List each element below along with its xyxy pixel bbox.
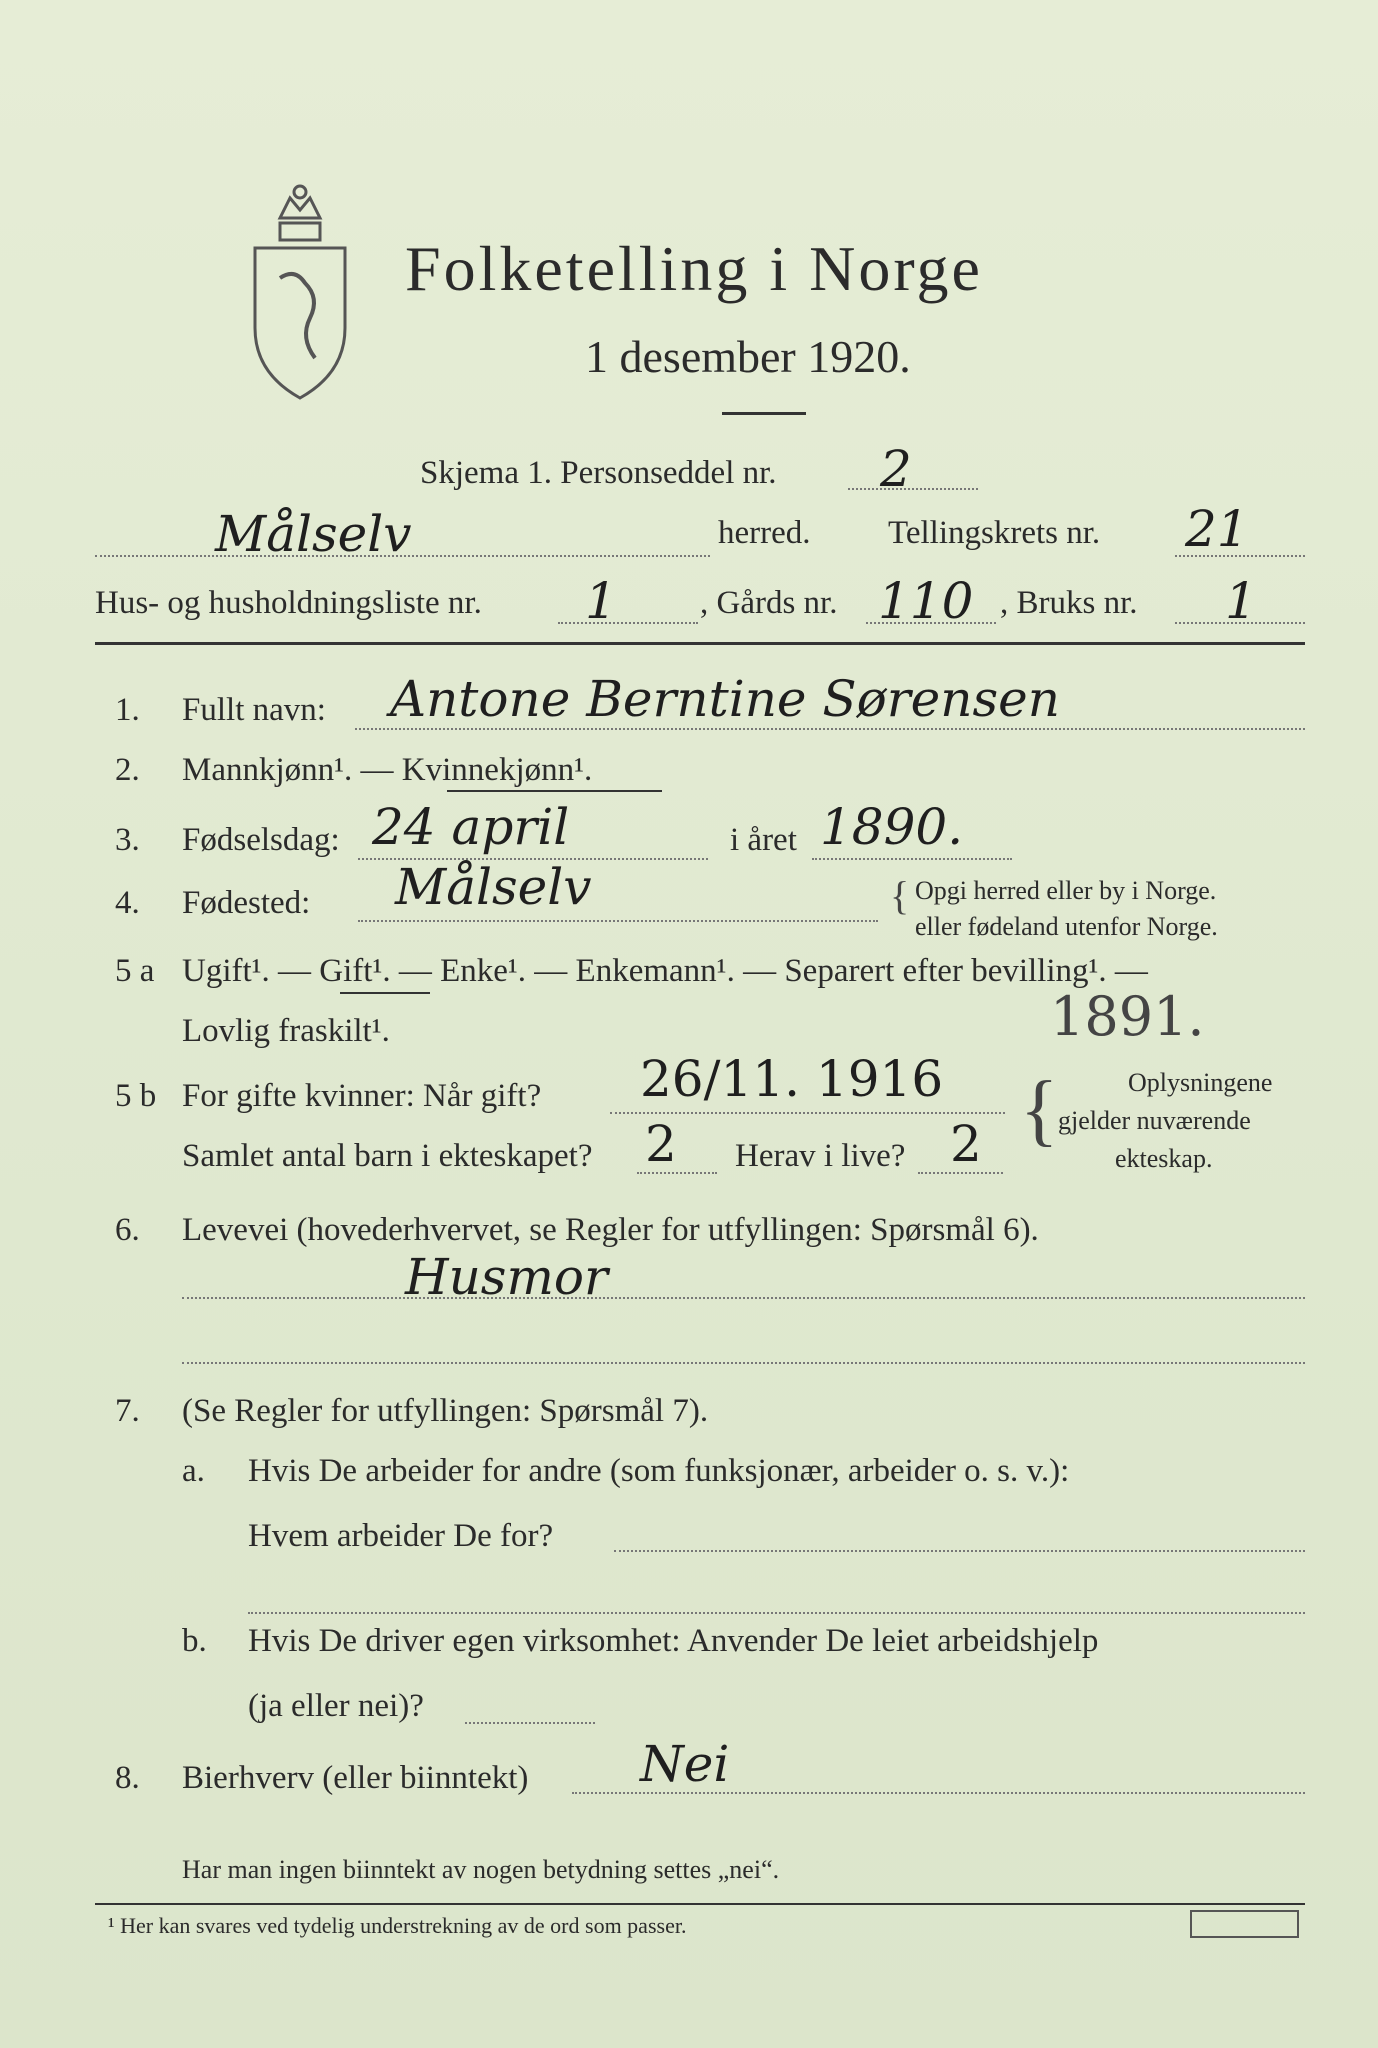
hus-value: 1 bbox=[585, 572, 617, 630]
q2-label: Mannkjønn¹. — Kvinnekjønn¹. bbox=[182, 752, 593, 788]
dotted-line bbox=[610, 1112, 1005, 1114]
dotted-line bbox=[182, 1297, 1305, 1299]
q1-number: 1. bbox=[115, 692, 140, 728]
q5a-label-2: Lovlig fraskilt¹. bbox=[182, 1013, 390, 1049]
dotted-line bbox=[355, 728, 1305, 730]
q3-number: 3. bbox=[115, 822, 140, 858]
children-value: 2 bbox=[645, 1115, 677, 1173]
birthday-value: 24 april bbox=[372, 798, 570, 856]
q8-label: Bierhverv (eller biinntekt) bbox=[182, 1760, 529, 1796]
occupation-value: Husmor bbox=[405, 1248, 608, 1306]
side-income-value: Nei bbox=[640, 1735, 730, 1793]
children-label: Samlet antal barn i ekteskapet? bbox=[182, 1138, 593, 1174]
footer-rule bbox=[95, 1903, 1305, 1905]
q7-number: 7. bbox=[115, 1393, 140, 1429]
birthplace-note-2: eller fødeland utenfor Norge. bbox=[915, 912, 1218, 941]
gards-value: 110 bbox=[878, 572, 974, 630]
birthplace-note-1: Opgi herred eller by i Norge. bbox=[915, 876, 1217, 905]
bruks-value: 1 bbox=[1225, 572, 1257, 630]
q7b-letter: b. bbox=[182, 1623, 207, 1659]
q8-number: 8. bbox=[115, 1760, 140, 1796]
herred-label: herred. bbox=[718, 515, 811, 551]
q3-label: Fødselsdag: bbox=[182, 822, 340, 858]
gift-underline bbox=[340, 992, 430, 994]
dotted-line bbox=[182, 1362, 1305, 1364]
marriage-note-1: Oplysningene bbox=[1128, 1068, 1273, 1097]
birth-year-label: i året bbox=[730, 822, 797, 858]
q6-number: 6. bbox=[115, 1212, 140, 1248]
personseddel-number: 2 bbox=[880, 440, 912, 498]
q4-label: Fødested: bbox=[182, 885, 311, 921]
tellingskrets-label: Tellingskrets nr. bbox=[888, 515, 1101, 551]
header-rule bbox=[95, 642, 1305, 645]
q7a-label-2: Hvem arbeider De for? bbox=[248, 1518, 554, 1554]
q7b-label-2: (ja eller nei)? bbox=[248, 1688, 424, 1724]
dotted-line bbox=[848, 488, 978, 490]
printer-stamp bbox=[1190, 1910, 1299, 1938]
tellingskrets-value: 21 bbox=[1185, 500, 1249, 558]
alive-label: Herav i live? bbox=[735, 1138, 906, 1174]
dotted-line bbox=[812, 858, 1012, 860]
marriage-note-3: ekteskap. bbox=[1115, 1144, 1213, 1173]
q5b-label: For gifte kvinner: Når gift? bbox=[182, 1078, 542, 1114]
brace: { bbox=[890, 873, 910, 918]
form-title: Folketelling i Norge bbox=[405, 233, 983, 304]
kvinnekjonn-underline bbox=[447, 790, 662, 792]
title-divider bbox=[722, 412, 806, 415]
dotted-line bbox=[248, 1612, 1305, 1614]
dotted-line bbox=[465, 1722, 595, 1724]
marriage-note-2: gjelder nuværende bbox=[1058, 1106, 1251, 1135]
q7b-label: Hvis De driver egen virksomhet: Anvender De leiet arbeidshjelp bbox=[248, 1623, 1099, 1659]
q4-number: 4. bbox=[115, 885, 140, 921]
birthplace-value: Målselv bbox=[395, 858, 592, 916]
q1-label: Fullt navn: bbox=[182, 692, 326, 728]
q7a-letter: a. bbox=[182, 1453, 205, 1489]
full-name-value: Antone Berntine Sørensen bbox=[390, 670, 1060, 728]
footer-note: Har man ingen biinntekt av nogen betydning settes „nei“. bbox=[182, 1855, 780, 1884]
footnote: ¹ Her kan svares ved tydelig understrekning av de ord som passer. bbox=[108, 1913, 687, 1938]
herred-value: Målselv bbox=[215, 505, 412, 563]
q5a-number: 5 a bbox=[115, 953, 155, 989]
dotted-line bbox=[558, 622, 698, 624]
q2-number: 2. bbox=[115, 752, 140, 788]
hus-label: Hus- og husholdningsliste nr. bbox=[95, 585, 482, 621]
q6-label: Levevei (hovederhvervet, se Regler for utfyllingen: Spørsmål 6). bbox=[182, 1212, 1039, 1248]
schema-label: Skjema 1. Personseddel nr. bbox=[420, 455, 777, 491]
dotted-line bbox=[358, 920, 878, 922]
dotted-line bbox=[614, 1550, 1305, 1552]
q7a-label: Hvis De arbeider for andre (som funksjonær, arbeider o. s. v.): bbox=[248, 1453, 1070, 1489]
gards-label: , Gårds nr. bbox=[700, 585, 838, 621]
q5b-number: 5 b bbox=[115, 1078, 157, 1114]
q7-label: (Se Regler for utfyllingen: Spørsmål 7). bbox=[182, 1393, 709, 1429]
marriage-year-annotation: 1891. bbox=[1050, 985, 1205, 1048]
q5a-label: Ugift¹. — Gift¹. — Enke¹. — Enkemann¹. — Separert efter bevilling¹. — bbox=[182, 953, 1148, 989]
birth-year-value: 1890. bbox=[820, 798, 964, 856]
marriage-date-value: 26/11. 1916 bbox=[640, 1050, 944, 1108]
alive-value: 2 bbox=[950, 1115, 982, 1173]
bruks-label: , Bruks nr. bbox=[1000, 585, 1138, 621]
coat-of-arms-icon bbox=[240, 178, 360, 408]
census-date: 1 desember 1920. bbox=[585, 331, 911, 382]
brace: { bbox=[1020, 1066, 1059, 1154]
